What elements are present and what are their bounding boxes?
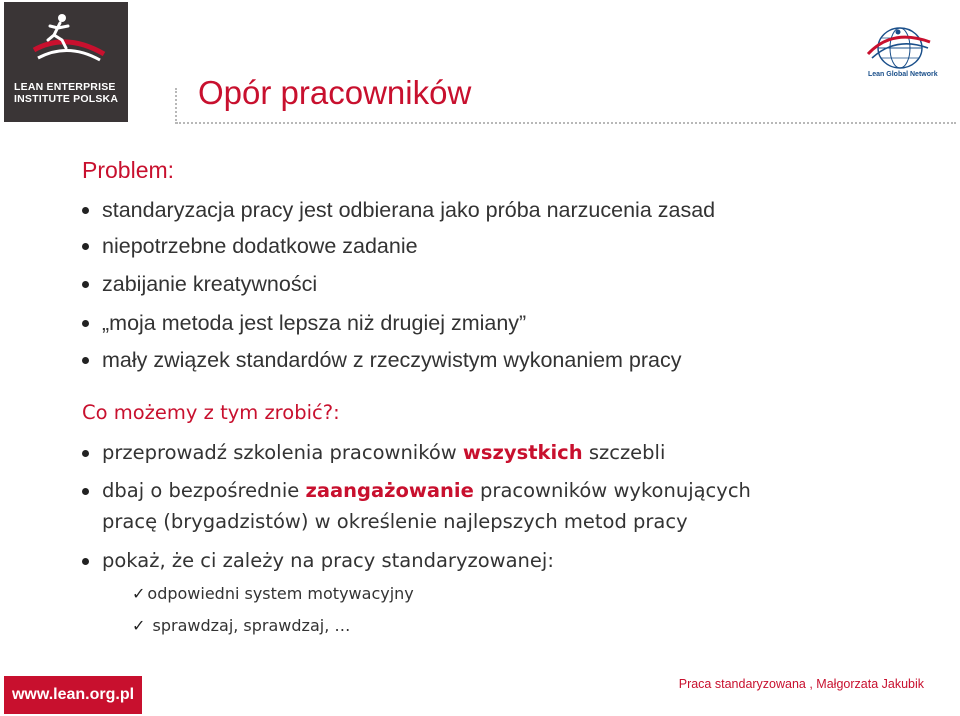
dotted-divider-vertical [175, 88, 177, 124]
checkmark-icon: ✓ [132, 584, 146, 603]
partner-logo-label: Lean Global Network [868, 71, 938, 78]
list-item-text [102, 479, 751, 502]
bullet-icon [82, 243, 89, 250]
slide-title: Opór pracowników [198, 74, 472, 111]
bullet-icon [82, 281, 89, 288]
list-item-text [102, 441, 665, 464]
problem-heading: Problem: [82, 157, 175, 183]
highlight-text: zaangażowanie [305, 479, 474, 502]
footer-url-bar [4, 676, 142, 714]
sub-list-item [132, 584, 414, 603]
sub-list-item [132, 616, 350, 635]
list-item-text: mały związek standardów z rzeczywistym wykonaniem pracy [102, 348, 682, 372]
footer-caption: Praca standaryzowana , Małgorzata Jakubik [678, 677, 924, 691]
highlight-text: wszystkich [462, 441, 583, 464]
dotted-divider-horizontal [176, 122, 956, 124]
bullet-icon [82, 488, 89, 495]
text-segment: przeprowadź szkolenia pracowników [102, 441, 463, 464]
list-item-text: „moja metoda jest lepsza niż drugiej zmiany” [102, 311, 527, 335]
bullet-icon [82, 357, 89, 364]
list-item-text: pokaż, że ci zależy na pracy standaryzowanej: [102, 549, 554, 572]
logo-line-1: LEAN ENTERPRISE [14, 81, 116, 93]
bullet-icon [82, 450, 89, 457]
checkmark-icon: ✓ [132, 616, 146, 635]
sub-list-item-text: sprawdzaj, sprawdzaj, … [147, 616, 351, 635]
text-segment: dbaj o bezpośrednie [102, 479, 306, 502]
bullet-icon [82, 320, 89, 327]
bullet-icon [82, 558, 89, 565]
list-item-text: niepotrzebne dodatkowe zadanie [102, 234, 418, 258]
list-item-continuation: pracę (brygadzistów) w określenie najlepszych metod pracy [102, 510, 688, 533]
list-item-text: standaryzacja pracy jest odbierana jako próba narzucenia zasad [102, 198, 716, 222]
footer-url: www.lean.org.pl [11, 686, 135, 703]
list-item-text: zabijanie kreatywności [102, 272, 318, 296]
logo-line-2: INSTITUTE POLSKA [14, 93, 119, 105]
bullet-icon [82, 207, 89, 214]
lean-enterprise-logo [4, 2, 128, 122]
text-segment: szczebli [582, 441, 666, 464]
text-segment: pracowników wykonujących [473, 479, 751, 502]
sub-list-item-text: odpowiedni system motywacyjny [147, 584, 414, 603]
solution-heading: Co możemy z tym zrobić?: [82, 401, 340, 424]
